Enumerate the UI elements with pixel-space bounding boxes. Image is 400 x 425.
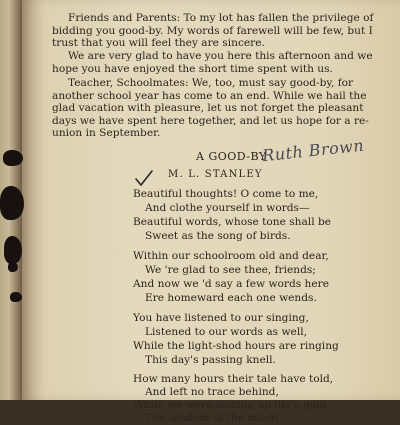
- poem-line: This day's passing knell.: [145, 354, 276, 366]
- poem-line: You have listened to our singing,: [133, 312, 309, 324]
- poem-line: Listened to our words as well,: [145, 326, 307, 338]
- poem-line: And clothe yourself in words—: [145, 202, 310, 214]
- poem-author: M. L. STANLEY: [168, 169, 263, 180]
- poem-line: And left no trace behind,: [145, 386, 279, 398]
- page-tear: [0, 186, 24, 220]
- letter-paragraph: Friends and Parents: To my lot has fallen the privilege of bidding you good-by. My words of farewell will be few, but I trust that you will feel they are sincere.: [52, 12, 374, 50]
- poem-line: Sweet as the song of birds.: [145, 230, 291, 242]
- page-tear: [8, 262, 18, 272]
- poem-line: How many hours their tale have told,: [133, 373, 334, 385]
- page-tear: [10, 292, 22, 302]
- poem-line: Beautiful words, whose tone shall be: [133, 216, 332, 228]
- poem-line: Ere homeward each one wends.: [145, 292, 317, 304]
- poem-line: While we were storing up life's gold,: [133, 399, 330, 411]
- checkmark-icon: [135, 170, 153, 186]
- poem-line: Beautiful thoughts! O come to me,: [133, 188, 319, 200]
- letter-paragraph: We are very glad to have you here this afternoon and we hope you have enjoyed the short time spent with us.: [52, 50, 373, 75]
- poem-line: While the light-shod hours are ringing: [133, 340, 339, 352]
- page-tear: [3, 150, 23, 166]
- poem-line: We 're glad to see thee, friends;: [145, 264, 316, 276]
- handwritten-signature: Ruth Brown: [261, 135, 365, 166]
- poem-line: And now we 'd say a few words here: [133, 278, 329, 290]
- poem-line: Within our schoolroom old and dear,: [133, 250, 329, 262]
- poem-line: The wisdom of the mind!: [145, 412, 279, 424]
- page-tear: [4, 236, 22, 264]
- poem-title: A GOOD-BY: [196, 150, 267, 163]
- letter-paragraph: Teacher, Schoolmates: We, too, must say good-by, for another school year has come to an end. While we hail the glad vacation with pleasure, let us not forget the pleasant days we have spent here together, and let us hope for a re-union in September.: [52, 77, 369, 140]
